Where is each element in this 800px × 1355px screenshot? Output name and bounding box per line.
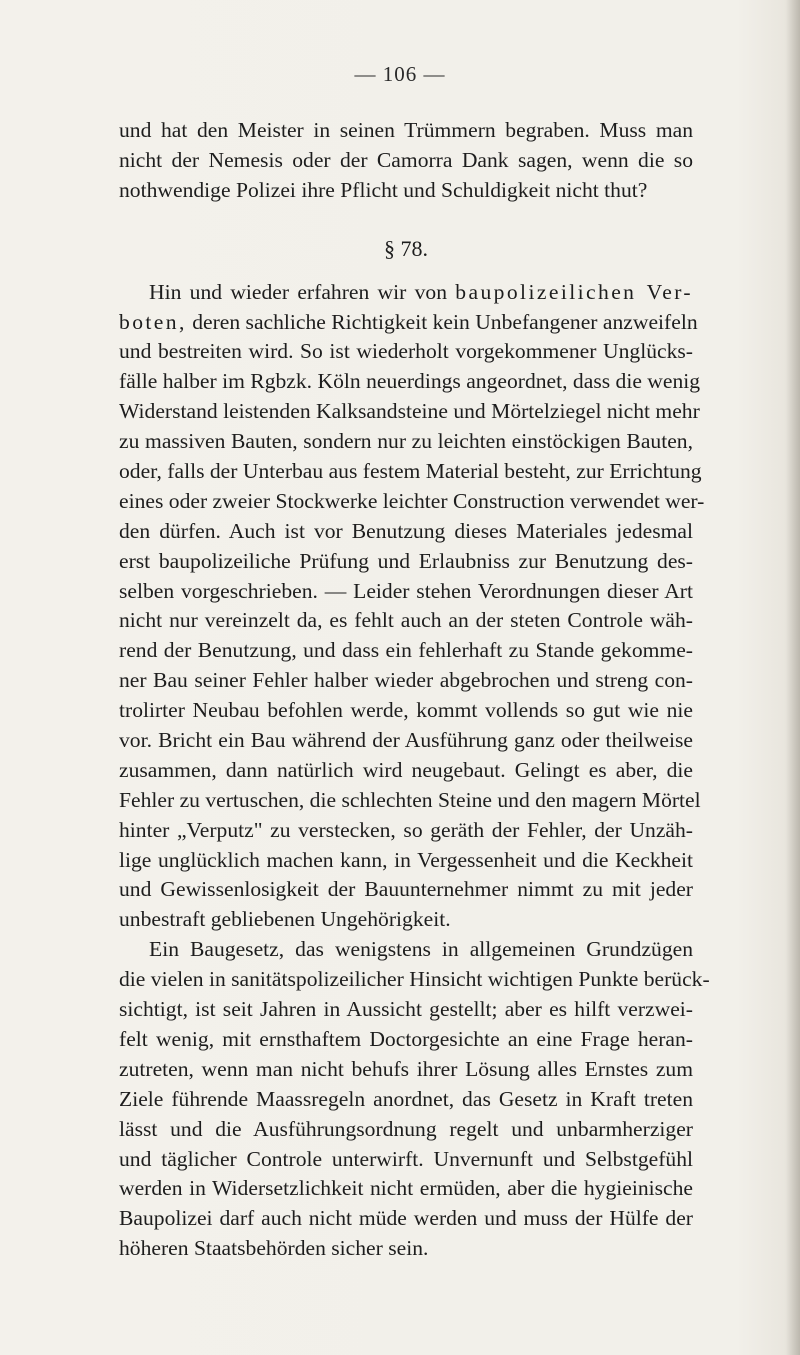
text-line — [119, 278, 693, 308]
text-line: rend der Benutzung, und dass ein fehlerhaft zu Stande gekomme- — [119, 638, 693, 663]
text-line: den dürfen. Auch ist vor Benutzung dieses Materiales jedesmal — [119, 518, 693, 543]
text-line: nothwendige Polizei ihre Pflicht und Schuldigkeit nicht thut? — [119, 177, 648, 202]
text-line: vor. Bricht ein Bau während der Ausführung ganz oder theilweise — [119, 728, 693, 753]
text-line: die vielen in sanitätspolizeilicher Hinsicht wichtigen Punkte berück- — [119, 967, 710, 992]
text-line: werden in Widersetzlichkeit nicht ermüden, aber die hygieinische — [119, 1176, 693, 1201]
text-line: Widerstand leistenden Kalksandsteine und Mörtelziegel nicht mehr — [119, 399, 700, 424]
text-line: eines oder zweier Stockwerke leichter Construction verwendet wer- — [119, 488, 705, 513]
text-line: Baupolizei darf auch nicht müde werden und muss der Hülfe der — [119, 1206, 693, 1231]
text-line: erst baupolizeiliche Prüfung und Erlaubniss zur Benutzung des- — [119, 548, 693, 573]
text-line — [119, 308, 698, 338]
text-line: nicht der Nemesis oder der Camorra Dank sagen, wenn die so — [119, 147, 693, 172]
text-line: trolirter Neubau befohlen werde, kommt vollends so gut wie nie — [119, 698, 693, 723]
text-line: und bestreiten wird. So ist wiederholt vorgekommener Unglücks- — [119, 339, 693, 364]
text-line: lässt und die Ausführungsordnung regelt und unbarmherziger — [119, 1116, 693, 1141]
text-line: unbestraft gebliebenen Ungehörigkeit. — [119, 907, 451, 932]
section-heading: § 78. — [384, 235, 428, 261]
text-line: und Gewissenlosigkeit der Bauunternehmer nimmt zu mit jeder — [119, 877, 693, 902]
text-line: lige unglücklich machen kann, in Vergessenheit und die Keckheit — [119, 847, 693, 872]
text-line: Ein Baugesetz, das wenigstens in allgemeinen Grundzügen — [149, 937, 693, 962]
page-edge-shadow — [786, 0, 800, 1355]
text-line: Fehler zu vertuschen, die schlechten Steine und den magern Mörtel — [119, 787, 701, 812]
text-fragment: Hin und wieder erfahren wir von — [149, 279, 447, 304]
text-line: Ziele führende Maassregeln anordnet, das Gesetz in Kraft treten — [119, 1086, 693, 1111]
text-line: höheren Staatsbehörden sicher sein. — [119, 1236, 429, 1261]
text-line: und hat den Meister in seinen Trümmern begraben. Muss man — [119, 118, 693, 142]
text-line: ner Bau seiner Fehler halber wieder abgebrochen und streng con- — [119, 668, 693, 693]
text-line: fälle halber im Rgbzk. Köln neuerdings angeordnet, dass die wenig — [119, 369, 701, 394]
emphasized-term: boten, — [119, 309, 187, 334]
text-line: sichtigt, ist seit Jahren in Aussicht gestellt; aber es hilft verzwei- — [119, 997, 693, 1022]
page-number: — 106 — — [354, 62, 446, 86]
text-line: und täglicher Controle unterwirft. Unvernunft und Selbstgefühl — [119, 1146, 693, 1171]
text-line: zu massiven Bauten, sondern nur zu leichten einstöckigen Bauten, — [119, 429, 693, 454]
text-line: nicht nur vereinzelt da, es fehlt auch an der steten Controle wäh- — [119, 608, 693, 633]
text-line: zutreten, wenn man nicht behufs ihrer Lösung alles Ernstes zum — [119, 1056, 693, 1081]
emphasized-term: baupolizeilichen Ver- — [455, 279, 693, 304]
text-fragment: deren sachliche Richtigkeit kein Unbefangener anzweifeln — [192, 309, 698, 334]
text-line: selben vorgeschrieben. — Leider stehen Verordnungen dieser Art — [119, 578, 693, 603]
text-line: zusammen, dann natürlich wird neugebaut. Gelingt es aber, die — [119, 757, 693, 782]
body-text — [119, 116, 710, 1264]
text-line: hinter „Verputz" zu verstecken, so geräth der Fehler, der Unzäh- — [119, 817, 693, 842]
text-line: felt wenig, mit ernsthaftem Doctorgesichte an eine Frage heran- — [119, 1026, 693, 1051]
text-line: oder, falls der Unterbau aus festem Material besteht, zur Errichtung — [119, 459, 702, 484]
